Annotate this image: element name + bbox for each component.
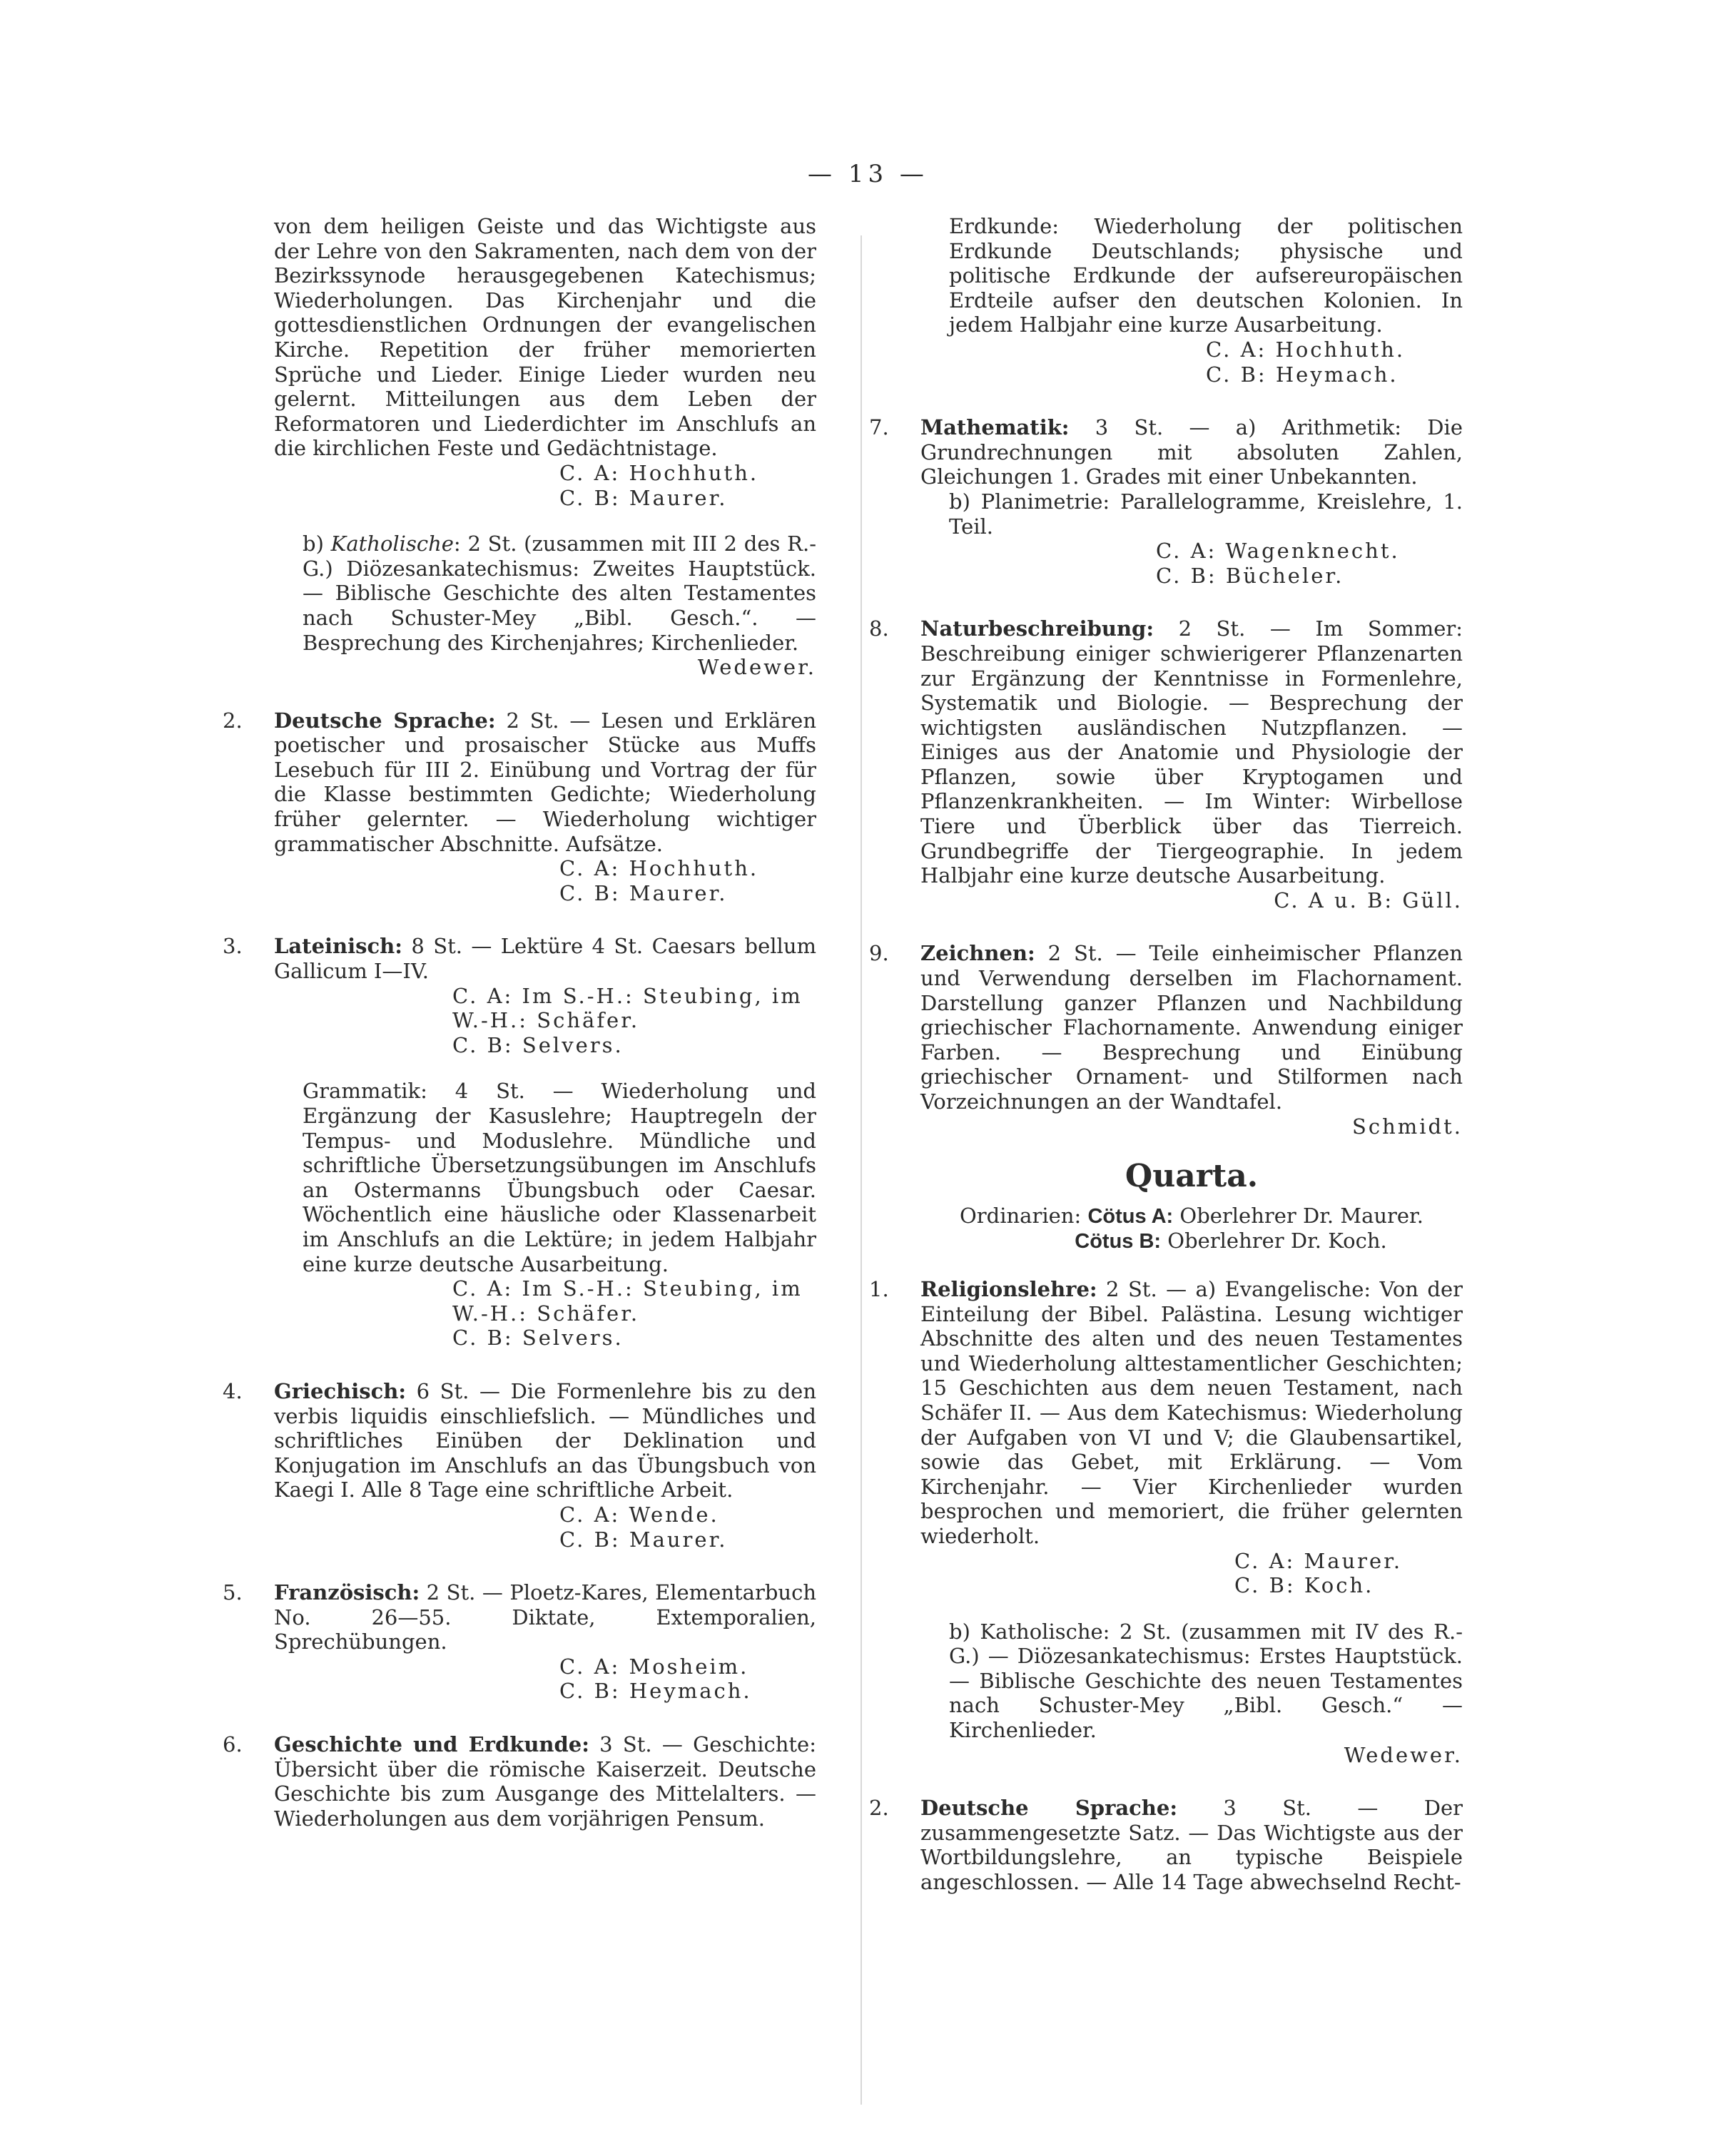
item-title: Naturbeschreibung: <box>920 616 1154 641</box>
item-body: 3 St. — Geschichte: Übersicht über die römische Kaiserzeit. Deutsche Geschichte bis zum Ausgange des Mittelalters. — Wiederholungen aus dem vorjährigen Pensum. <box>274 1732 816 1831</box>
item-text <box>920 1277 1463 1549</box>
item-body: 2 St. — Teile einheimischer Pflanzen und Verwendung derselben im Flachornament. Darstellung ganzer Pflanzen und Nachbildung griechischer Flachornamente. Anwendung einiger Farben. — Besprechung und Einübung griechischer Ornament- und Stilformen nach Vorzeichnungen an der Wandtafel. <box>920 941 1463 1114</box>
signature: Wedewer. <box>1344 1742 1463 1767</box>
item-text <box>920 1796 1463 1894</box>
item-body: 3 St. — Der zusammengesetzte Satz. — Das Wichtigste aus der Wortbildungslehre, an typische Beispiele angeschlossen. — Alle 14 Tage abwechselnd Recht- <box>920 1796 1463 1895</box>
section-title-quarta: Quarta. <box>1125 1158 1259 1195</box>
item-body: 2 St. — Lesen und Erklären poetischer und prosaischer Stücke aus Muffs Lesebuch für III 2. Einübung und Vortrag der für die Klasse bestimmten Gedichte; Wiederholung früher gelernter. — Wiederholung wichtiger grammatischer Abschnitte. Aufsätze. <box>274 708 816 856</box>
item-number: 3. <box>223 934 243 959</box>
coetus-a-name: Oberlehrer Dr. Maurer. <box>1179 1203 1423 1228</box>
coetus-b-name: Oberlehrer Dr. Koch. <box>1167 1229 1387 1254</box>
item-text <box>920 941 1463 1114</box>
item-text <box>274 1580 816 1654</box>
signature: C. A: Mosheim. <box>559 1654 749 1679</box>
signature: C. A: Wende. <box>559 1502 719 1527</box>
subject-item <box>869 616 1463 912</box>
subject-item <box>223 1378 816 1552</box>
item-title: Französisch: <box>274 1580 420 1605</box>
item-title: Deutsche Sprache: <box>920 1796 1178 1821</box>
item-number: 2. <box>223 708 243 733</box>
item-title: Zeichnen: <box>920 941 1035 966</box>
item-text <box>274 708 816 857</box>
subject-item <box>223 708 816 906</box>
item-number: 4. <box>223 1378 243 1403</box>
item-title: Griechisch: <box>274 1378 407 1403</box>
item-body: 6 St. — Die Formenlehre bis zu den verbis liquidis einschliefslich. — Mündliches und schriftliches Einüben der Deklination und Konjugation im Anschlufs an das Übungsbuch von Kaegi I. Alle 8 Tage eine schriftliche Arbeit. <box>274 1378 816 1502</box>
item-body: 2 St. — Ploetz-Kares, Elementarbuch No. 26—55. Diktate, Extemporalien, Sprechübungen. <box>274 1580 816 1654</box>
signature: Wedewer. <box>697 655 816 680</box>
item-number: 5. <box>223 1580 243 1605</box>
signature: C. B: Selvers. <box>452 1326 624 1351</box>
signature: C. B: Heymach. <box>559 1679 752 1704</box>
right-column <box>869 214 1463 1895</box>
item-number: 8. <box>869 616 889 641</box>
katholische-paragraph: b) Katholische: 2 St. (zusammen mit IV des R.-G.) — Diözesankatechismus: Erstes Hauptstück. — Biblische Geschichte des neuen Testamentes nach Schuster-Mey „Bibl. Gesch.“ — Kirchenlieder. <box>949 1619 1463 1743</box>
signature: C. B: Bücheler. <box>1156 563 1344 588</box>
signature: C. A: Hochhuth. <box>559 460 759 485</box>
katholische-paragraph <box>274 532 816 655</box>
column-divider <box>861 235 862 2105</box>
coetus-b-label: Cötus B: <box>1075 1230 1162 1254</box>
item-number: 9. <box>869 941 889 966</box>
subject-item <box>869 941 1463 1139</box>
item-body: 2 St. — a) Evangelische: Von der Einteilung der Bibel. Palästina. Lesung wichtiger Abschnitte des alten und des neuen Testamentes und Wiederholung alttestamentlicher Geschichten; 15 Geschichten aus dem neuen Testament, nach Schäfer II. — Aus dem Katechismus: Wiederholung der Aufgaben von VI und V; die Glaubensartikel, sowie das Gebet, mit Erklärung. — Vom Kirchenjahr. — Vier Kirchenlieder wurden besprochen und memoriert, die früher gelernten wiederholt. <box>920 1276 1463 1548</box>
item-number: 2. <box>869 1796 889 1821</box>
subject-item <box>223 1580 816 1704</box>
signature: C. A: Im S.-H.: Steubing, im W.-H.: Schäfer. <box>452 983 803 1033</box>
ordinarien-label: Ordinarien: <box>960 1203 1082 1228</box>
item-text <box>274 934 816 983</box>
planimetrie-paragraph: b) Planimetrie: Parallelogramme, Kreislehre, 1. Teil. <box>949 489 1463 539</box>
kath-title: Katholische <box>330 532 454 556</box>
item-body: 8 St. — Lektüre 4 St. Caesars bellum Gallicum I—IV. <box>274 934 816 984</box>
subject-item <box>869 1796 1463 1895</box>
subject-item <box>223 934 816 1351</box>
signature: C. B: Koch. <box>1234 1573 1374 1598</box>
erdkunde-paragraph: Erdkunde: Wiederholung der politischen Erdkunde Deutschlands; physische und politische Erdkunde der aufsereuropäischen Erdteile aufser den deutschen Kolonien. In jedem Halbjahr eine kurze Ausarbeitung. <box>949 214 1463 337</box>
signature: C. A: Wagenknecht. <box>1156 539 1400 564</box>
kath-text: : 2 St. (zusammen mit III 2 des R.-G.) Diözesankatechismus: Zweites Hauptstück. — Biblische Geschichte des alten Testamentes nach Schuster-Mey „Bibl. Gesch.“. — Besprechung des Kirchenjahres; Kirchenlieder. <box>303 532 816 655</box>
signature: C. B: Maurer. <box>559 1527 728 1552</box>
subject-item <box>869 1276 1463 1767</box>
item-text <box>920 415 1463 489</box>
left-column <box>223 214 816 1831</box>
signature: C. A: Hochhuth. <box>559 856 759 881</box>
signature: C. B: Heymach. <box>1206 362 1399 387</box>
signature: C. B: Selvers. <box>452 1032 624 1057</box>
item-title: Mathematik: <box>920 415 1070 440</box>
item-text <box>274 1732 816 1831</box>
intro-paragraph: von dem heiligen Geiste und das Wichtigste aus der Lehre von den Sakramenten, nach dem von der Bezirkssynode herausgegebenen Katechismus; Wiederholungen. Das Kirchenjahr und die gottesdienstlichen Ordnungen der evangelischen Kirche. Repetition der früher memorierten Sprüche und Lieder. Einige Lieder wurden neu gelernt. Mitteilungen aus dem Leben der Reformatoren und Liederdichter im Anschlufs an die kirchlichen Feste und Gedächtnistage. <box>274 214 816 461</box>
ordinarien-line-a <box>920 1204 1463 1229</box>
signature: C. B: Maurer. <box>559 485 728 510</box>
item-body: 3 St. — a) Arithmetik: Die Grundrechnungen mit absoluten Zahlen, Gleichungen 1. Grades mit einer Unbekannten. <box>920 415 1463 489</box>
item-title: Lateinisch: <box>274 934 402 959</box>
ordinarien-line-b <box>920 1229 1463 1254</box>
item-title: Deutsche Sprache: <box>274 708 496 733</box>
item-number: 6. <box>223 1732 243 1757</box>
signature: Schmidt. <box>1352 1114 1463 1139</box>
item-text <box>920 616 1463 888</box>
page-number: — 13 — <box>808 160 928 188</box>
signature: C. B: Maurer. <box>559 880 728 905</box>
item-text <box>274 1379 816 1502</box>
item-title: Geschichte und Erdkunde: <box>274 1732 589 1757</box>
item-body: 2 St. — Im Sommer: Beschreibung einiger schwierigerer Pflanzenarten zur Ergänzung der Kenntnisse in Formenlehre, Systematik und Biologie. — Besprechung der wichtigsten ausländischen Nutzpflanzen. — Einiges aus der Anatomie und Physiologie der Pflanzen, sowie über Kryptogamen und Pflanzenkrankheiten. — Im Winter: Wirbellose Tiere und Überblick über das Tierreich. Grundbegriffe der Tiergeographie. In jedem Halbjahr eine kurze deutsche Ausarbeitung. <box>920 616 1463 888</box>
grammatik-paragraph: Grammatik: 4 St. — Wiederholung und Ergänzung der Kasuslehre; Hauptregeln der Tempus- und Moduslehre. Mündliche und schriftliche Übersetzungsübungen im Anschlufs an Ostermanns Übungsbuch oder Caesar. Wöchentlich eine häusliche oder Klassenarbeit im Anschlufs an die Lektüre; in jedem Halbjahr eine kurze deutsche Ausarbeitung. <box>303 1079 816 1276</box>
coetus-a-label: Cötus A: <box>1087 1204 1174 1228</box>
signature: C. A: Hochhuth. <box>1206 337 1406 362</box>
item-number: 7. <box>869 415 889 440</box>
kath-label: b) <box>303 532 331 556</box>
subject-item <box>223 1732 816 1831</box>
signature: C. A: Maurer. <box>1234 1548 1403 1573</box>
item-title: Religionslehre: <box>920 1276 1097 1301</box>
signature: C. A u. B: Güll. <box>1274 888 1463 912</box>
signature: C. A: Im S.-H.: Steubing, im W.-H.: Schäfer. <box>452 1276 803 1326</box>
subject-item <box>869 415 1463 588</box>
item-number: 1. <box>869 1276 889 1301</box>
